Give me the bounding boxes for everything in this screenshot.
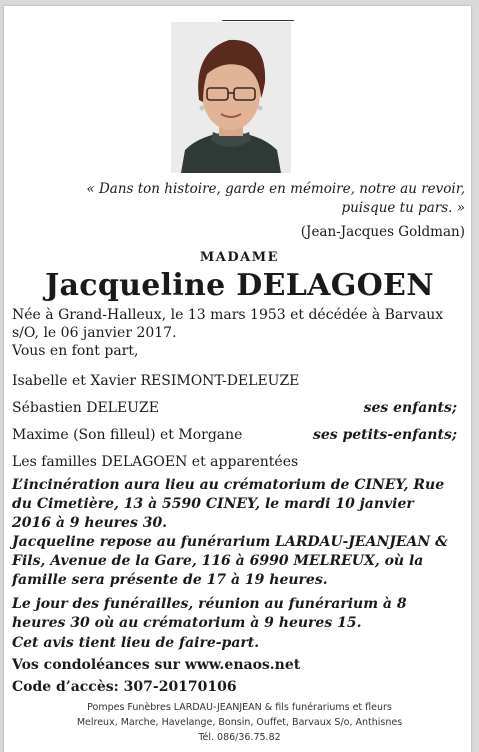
footer-line-1: Pompes Funèbres LARDAU-JEANJEAN & fils funérariums et fleurs bbox=[87, 702, 392, 713]
footer-phone: Tél. 086/36.75.82 bbox=[198, 732, 281, 743]
family-row bbox=[12, 427, 457, 443]
intro-text: Vous en font part, bbox=[12, 343, 139, 359]
condolences-text: Vos condoléances sur www.enaos.net bbox=[12, 657, 301, 673]
honorific: MADAME bbox=[199, 250, 280, 265]
family-name: Maxime (Son filleul) et Morgane bbox=[12, 427, 243, 443]
deceased-name: Jacqueline DELAGOEN bbox=[45, 268, 434, 303]
access-code: Code d’accès: 307-20170106 bbox=[12, 679, 237, 695]
quote-line-1: « Dans ton histoire, garde en mémoire, notre au revoir, bbox=[86, 181, 465, 197]
cremation-notice: L’incinération aura lieu au crématorium de CINEY, Rue du Cimetière, 13 à 5590 CINEY, le mardi 10 janvier 2016 à 9 heures 30. bbox=[12, 477, 445, 531]
family-role: ses enfants; bbox=[363, 400, 457, 416]
quote-author: (Jean-Jacques Goldman) bbox=[300, 224, 465, 240]
family-row bbox=[12, 373, 457, 389]
funeral-home-footer bbox=[0, 700, 479, 745]
family-role: ses petits-enfants; bbox=[312, 427, 457, 443]
photo-top-rule bbox=[222, 20, 294, 21]
portrait-photo bbox=[171, 22, 291, 173]
funerarium-notice: Jacqueline repose au funérarium LARDAU-JEANJEAN & Fils, Avenue de la Gare, 116 à 6990 MELREUX, où la famille sera présente de 17 à 19 heures. bbox=[12, 534, 448, 588]
epigraph-quote bbox=[45, 180, 465, 218]
family-name: Sébastien DELEUZE bbox=[12, 400, 159, 416]
faire-part-notice: Cet avis tient lieu de faire-part. bbox=[12, 635, 260, 651]
family-name: Isabelle et Xavier RESIMONT-DELEUZE bbox=[12, 373, 300, 389]
quote-line-2: puisque tu pars. » bbox=[341, 200, 465, 216]
footer-line-2: Melreux, Marche, Havelange, Bonsin, Ouffet, Barvaux S/o, Anthisnes bbox=[76, 717, 403, 728]
family-name: Les familles DELAGOEN et apparentées bbox=[12, 454, 299, 470]
family-row bbox=[12, 454, 457, 470]
family-row bbox=[12, 400, 457, 416]
funeral-meeting-notice: Le jour des funérailles, réunion au funérarium à 8 heures 30 où au crématorium à 9 heures 15. bbox=[12, 596, 407, 631]
birth-death-text: Née à Grand-Halleux, le 13 mars 1953 et décédée à Barvaux s/O, le 06 janvier 2017. bbox=[12, 307, 444, 341]
